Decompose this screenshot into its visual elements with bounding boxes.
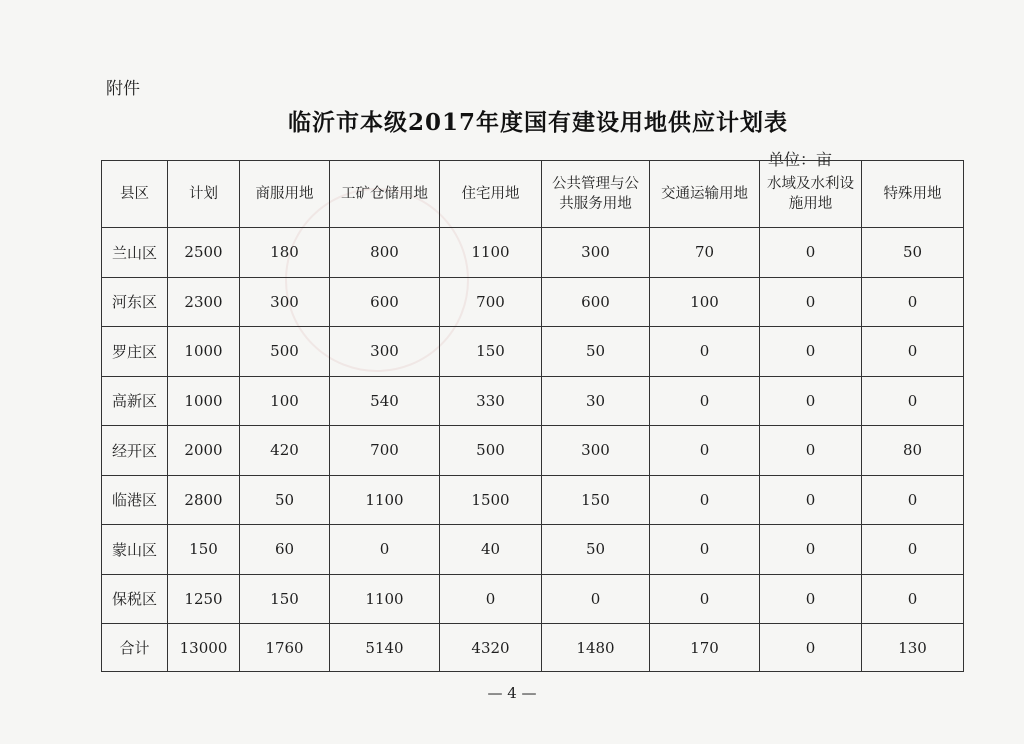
cell-special: 0 xyxy=(862,327,964,377)
cell-water: 0 xyxy=(760,475,862,525)
cell-industrial: 0 xyxy=(330,525,440,575)
cell-transport: 0 xyxy=(650,574,760,624)
cell-transport: 0 xyxy=(650,475,760,525)
header-residential: 住宅用地 xyxy=(440,161,542,228)
cell-residential: 500 xyxy=(440,426,542,476)
cell-water: 0 xyxy=(760,376,862,426)
cell-county: 罗庄区 xyxy=(102,327,168,377)
cell-plan: 150 xyxy=(168,525,240,575)
cell-public-service: 0 xyxy=(542,574,650,624)
cell-industrial: 1100 xyxy=(330,574,440,624)
cell-county: 蒙山区 xyxy=(102,525,168,575)
cell-county: 河东区 xyxy=(102,277,168,327)
cell-industrial: 1100 xyxy=(330,475,440,525)
cell-water: 0 xyxy=(760,277,862,327)
cell-plan: 2500 xyxy=(168,228,240,278)
cell-commercial: 500 xyxy=(240,327,330,377)
cell-special: 0 xyxy=(862,574,964,624)
cell-special: 130 xyxy=(862,624,964,672)
cell-residential: 4320 xyxy=(440,624,542,672)
cell-public-service: 1480 xyxy=(542,624,650,672)
cell-transport: 170 xyxy=(650,624,760,672)
cell-water: 0 xyxy=(760,228,862,278)
cell-plan: 1000 xyxy=(168,376,240,426)
cell-transport: 0 xyxy=(650,426,760,476)
cell-plan: 1000 xyxy=(168,327,240,377)
header-commercial: 商服用地 xyxy=(240,161,330,228)
land-supply-table xyxy=(101,160,964,672)
cell-water: 0 xyxy=(760,327,862,377)
cell-plan: 13000 xyxy=(168,624,240,672)
unit-label: 单位：亩 xyxy=(768,150,833,169)
cell-commercial: 1760 xyxy=(240,624,330,672)
cell-industrial: 700 xyxy=(330,426,440,476)
header-industrial: 工矿仓储用地 xyxy=(330,161,440,228)
header-county: 县区 xyxy=(102,161,168,228)
cell-public-service: 50 xyxy=(542,327,650,377)
cell-plan: 1250 xyxy=(168,574,240,624)
cell-plan: 2800 xyxy=(168,475,240,525)
cell-public-service: 600 xyxy=(542,277,650,327)
cell-commercial: 100 xyxy=(240,376,330,426)
cell-residential: 700 xyxy=(440,277,542,327)
cell-public-service: 50 xyxy=(542,525,650,575)
cell-public-service: 30 xyxy=(542,376,650,426)
cell-residential: 0 xyxy=(440,574,542,624)
cell-water: 0 xyxy=(760,525,862,575)
cell-special: 0 xyxy=(862,525,964,575)
attachment-label: 附件 xyxy=(106,79,140,99)
cell-county: 兰山区 xyxy=(102,228,168,278)
table-row xyxy=(102,228,964,278)
cell-commercial: 50 xyxy=(240,475,330,525)
cell-water: 0 xyxy=(760,574,862,624)
table-row xyxy=(102,525,964,575)
cell-special: 50 xyxy=(862,228,964,278)
table-total-row xyxy=(102,624,964,672)
table-row xyxy=(102,475,964,525)
cell-transport: 0 xyxy=(650,525,760,575)
document-title: 临沂市本级2017年度国有建设用地供应计划表 xyxy=(287,109,788,136)
cell-commercial: 180 xyxy=(240,228,330,278)
header-public-service: 公共管理与公共服务用地 xyxy=(542,161,650,228)
cell-public-service: 300 xyxy=(542,228,650,278)
cell-commercial: 60 xyxy=(240,525,330,575)
cell-special: 0 xyxy=(862,475,964,525)
cell-public-service: 150 xyxy=(542,475,650,525)
cell-special: 80 xyxy=(862,426,964,476)
cell-commercial: 150 xyxy=(240,574,330,624)
cell-county: 高新区 xyxy=(102,376,168,426)
cell-water: 0 xyxy=(760,624,862,672)
header-water: 水域及水利设施用地 xyxy=(760,161,862,228)
cell-residential: 1100 xyxy=(440,228,542,278)
cell-residential: 1500 xyxy=(440,475,542,525)
cell-transport: 0 xyxy=(650,327,760,377)
cell-residential: 40 xyxy=(440,525,542,575)
cell-residential: 330 xyxy=(440,376,542,426)
cell-county: 保税区 xyxy=(102,574,168,624)
cell-transport: 70 xyxy=(650,228,760,278)
cell-industrial: 5140 xyxy=(330,624,440,672)
cell-commercial: 420 xyxy=(240,426,330,476)
cell-industrial: 800 xyxy=(330,228,440,278)
table-row xyxy=(102,426,964,476)
cell-transport: 0 xyxy=(650,376,760,426)
header-special: 特殊用地 xyxy=(862,161,964,228)
cell-commercial: 300 xyxy=(240,277,330,327)
cell-plan: 2300 xyxy=(168,277,240,327)
cell-industrial: 600 xyxy=(330,277,440,327)
cell-special: 0 xyxy=(862,277,964,327)
cell-public-service: 300 xyxy=(542,426,650,476)
table-row xyxy=(102,574,964,624)
cell-special: 0 xyxy=(862,376,964,426)
page-number: — 4 — xyxy=(487,684,537,702)
cell-county: 临港区 xyxy=(102,475,168,525)
cell-plan: 2000 xyxy=(168,426,240,476)
cell-county: 经开区 xyxy=(102,426,168,476)
table-row xyxy=(102,327,964,377)
cell-water: 0 xyxy=(760,426,862,476)
cell-residential: 150 xyxy=(440,327,542,377)
header-plan: 计划 xyxy=(168,161,240,228)
cell-industrial: 300 xyxy=(330,327,440,377)
header-transport: 交通运输用地 xyxy=(650,161,760,228)
table-header-row xyxy=(102,161,964,228)
table-row xyxy=(102,277,964,327)
table-row xyxy=(102,376,964,426)
cell-transport: 100 xyxy=(650,277,760,327)
cell-county: 合计 xyxy=(102,624,168,672)
cell-industrial: 540 xyxy=(330,376,440,426)
